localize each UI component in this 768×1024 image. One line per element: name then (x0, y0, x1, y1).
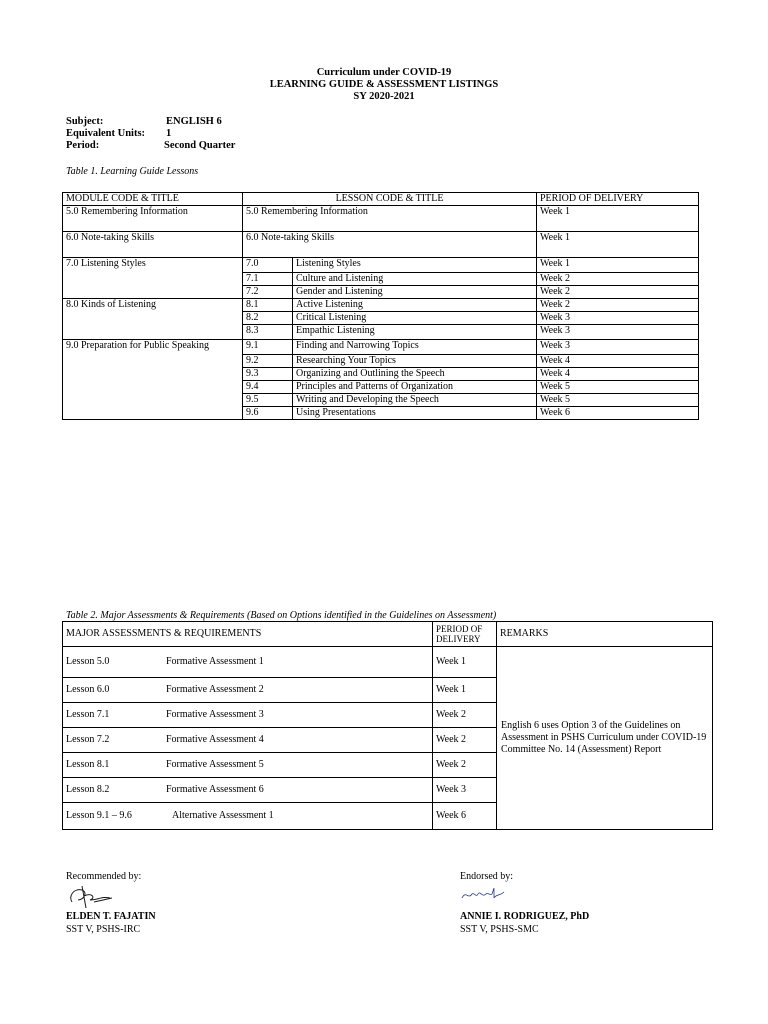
table1-caption: Table 1. Learning Guide Lessons (66, 166, 199, 177)
assessment-cell (63, 647, 433, 678)
lesson-title: Using Presentations (293, 407, 537, 420)
lesson-code: 9.6 (243, 407, 293, 420)
endorsed-name: ANNIE I. RODRIGUEZ, PhD (460, 911, 590, 922)
endorsed-label: Endorsed by: (460, 871, 514, 882)
week-cell: Week 3 (537, 312, 699, 325)
assessment-cell (63, 703, 433, 728)
week-cell: Week 5 (537, 394, 699, 407)
assessment-label: Formative Assessment 3 (166, 709, 264, 720)
lesson-cell: 5.0 Remembering Information (243, 206, 537, 232)
table-header-row (63, 622, 713, 647)
lesson-label: Lesson 9.1 – 9.6 (66, 810, 132, 821)
week-cell: Week 6 (433, 803, 497, 830)
lesson-title: Culture and Listening (293, 273, 537, 286)
week-cell: Week 4 (537, 355, 699, 368)
signature-fajatin-icon (66, 884, 116, 910)
lesson-title: Researching Your Topics (293, 355, 537, 368)
week-cell: Week 6 (537, 407, 699, 420)
lesson-title: Organizing and Outlining the Speech (293, 368, 537, 381)
lesson-code: 7.1 (243, 273, 293, 286)
lesson-code: 8.2 (243, 312, 293, 325)
table-row (63, 299, 699, 312)
week-cell: Week 3 (433, 778, 497, 803)
lesson-code: 7.0 (243, 258, 293, 273)
week-cell: Week 2 (433, 703, 497, 728)
module-cell: 8.0 Kinds of Listening (63, 299, 243, 340)
module-cell: 6.0 Note-taking Skills (63, 232, 243, 258)
week-cell: Week 1 (537, 232, 699, 258)
assessment-label: Formative Assessment 6 (166, 784, 264, 795)
learning-guide-table (62, 192, 699, 420)
lesson-label: Lesson 8.1 (66, 759, 110, 770)
assessment-cell (63, 803, 433, 830)
lesson-label: Lesson 5.0 (66, 656, 110, 667)
period-label: Period: (66, 140, 100, 151)
doc-title-line2: LEARNING GUIDE & ASSESSMENT LISTINGS (269, 79, 499, 90)
lesson-title: Empathic Listening (293, 325, 537, 340)
header-module: MODULE CODE & TITLE (63, 193, 243, 206)
assessment-label: Formative Assessment 2 (166, 684, 264, 695)
lesson-label: Lesson 7.1 (66, 709, 110, 720)
signature-rodriguez-icon (460, 884, 508, 904)
doc-title-line3: SY 2020-2021 (353, 91, 415, 102)
recommended-name: ELDEN T. FAJATIN (66, 911, 156, 922)
week-cell: Week 3 (537, 340, 699, 355)
subject-value: ENGLISH 6 (166, 116, 222, 127)
assessment-label: Formative Assessment 4 (166, 734, 264, 745)
doc-title-line1: Curriculum under COVID-19 (316, 67, 452, 78)
lesson-title: Finding and Narrowing Topics (293, 340, 537, 355)
week-cell: Week 1 (433, 678, 497, 703)
week-cell: Week 1 (433, 647, 497, 678)
week-cell: Week 3 (537, 325, 699, 340)
header-period: PERIOD OF DELIVERY (537, 193, 699, 206)
recommended-title: SST V, PSHS-IRC (66, 924, 141, 935)
table-header-row (63, 193, 699, 206)
header-assessments: MAJOR ASSESSMENTS & REQUIREMENTS (63, 622, 433, 647)
assessment-cell (63, 678, 433, 703)
week-cell: Week 4 (537, 368, 699, 381)
lesson-code: 9.4 (243, 381, 293, 394)
week-cell: Week 5 (537, 381, 699, 394)
lesson-title: Listening Styles (293, 258, 537, 273)
week-cell: Week 1 (537, 258, 699, 273)
table2-caption: Table 2. Major Assessments & Requirements (Based on Options identified in the Guidelines on Assessment) (66, 610, 497, 621)
lesson-code: 8.1 (243, 299, 293, 312)
lesson-label: Lesson 6.0 (66, 684, 110, 695)
lesson-title: Writing and Developing the Speech (293, 394, 537, 407)
lesson-title: Gender and Listening (293, 286, 537, 299)
lesson-code: 8.3 (243, 325, 293, 340)
week-cell: Week 2 (537, 299, 699, 312)
week-cell: Week 2 (537, 286, 699, 299)
header-lesson: LESSON CODE & TITLE (243, 193, 537, 206)
table-row (63, 258, 699, 273)
endorsed-title: SST V, PSHS-SMC (460, 924, 539, 935)
week-cell: Week 2 (537, 273, 699, 286)
module-cell: 7.0 Listening Styles (63, 258, 243, 299)
week-cell: Week 2 (433, 728, 497, 753)
table-row (63, 206, 699, 232)
lesson-code: 9.2 (243, 355, 293, 368)
recommended-label: Recommended by: (66, 871, 142, 882)
lesson-cell: 6.0 Note-taking Skills (243, 232, 537, 258)
assessment-label: Formative Assessment 5 (166, 759, 264, 770)
table-row (63, 340, 699, 355)
lesson-code: 7.2 (243, 286, 293, 299)
assessments-table (62, 621, 713, 830)
remarks-cell: English 6 uses Option 3 of the Guidelines on Assessment in PSHS Curriculum under COVID-19 Committee No. 14 (Assessment) Report (497, 647, 713, 830)
lesson-code: 9.5 (243, 394, 293, 407)
table-row (63, 647, 713, 678)
units-value: 1 (166, 128, 172, 139)
lesson-title: Principles and Patterns of Organization (293, 381, 537, 394)
header-remarks: REMARKS (497, 622, 713, 647)
assessment-cell (63, 728, 433, 753)
assessment-label: Alternative Assessment 1 (172, 810, 274, 821)
assessment-cell (63, 778, 433, 803)
assessment-label: Formative Assessment 1 (166, 656, 264, 667)
assessment-cell (63, 753, 433, 778)
module-cell: 5.0 Remembering Information (63, 206, 243, 232)
lesson-label: Lesson 7.2 (66, 734, 110, 745)
table-row (63, 232, 699, 258)
period-value: Second Quarter (164, 140, 236, 151)
lesson-label: Lesson 8.2 (66, 784, 110, 795)
header-period: PERIOD OF DELIVERY (433, 622, 497, 647)
week-cell: Week 2 (433, 753, 497, 778)
lesson-title: Active Listening (293, 299, 537, 312)
module-cell: 9.0 Preparation for Public Speaking (63, 340, 243, 420)
lesson-code: 9.3 (243, 368, 293, 381)
lesson-title: Critical Listening (293, 312, 537, 325)
subject-label: Subject: (66, 116, 104, 127)
units-label: Equivalent Units: (66, 128, 146, 139)
lesson-code: 9.1 (243, 340, 293, 355)
week-cell: Week 1 (537, 206, 699, 232)
